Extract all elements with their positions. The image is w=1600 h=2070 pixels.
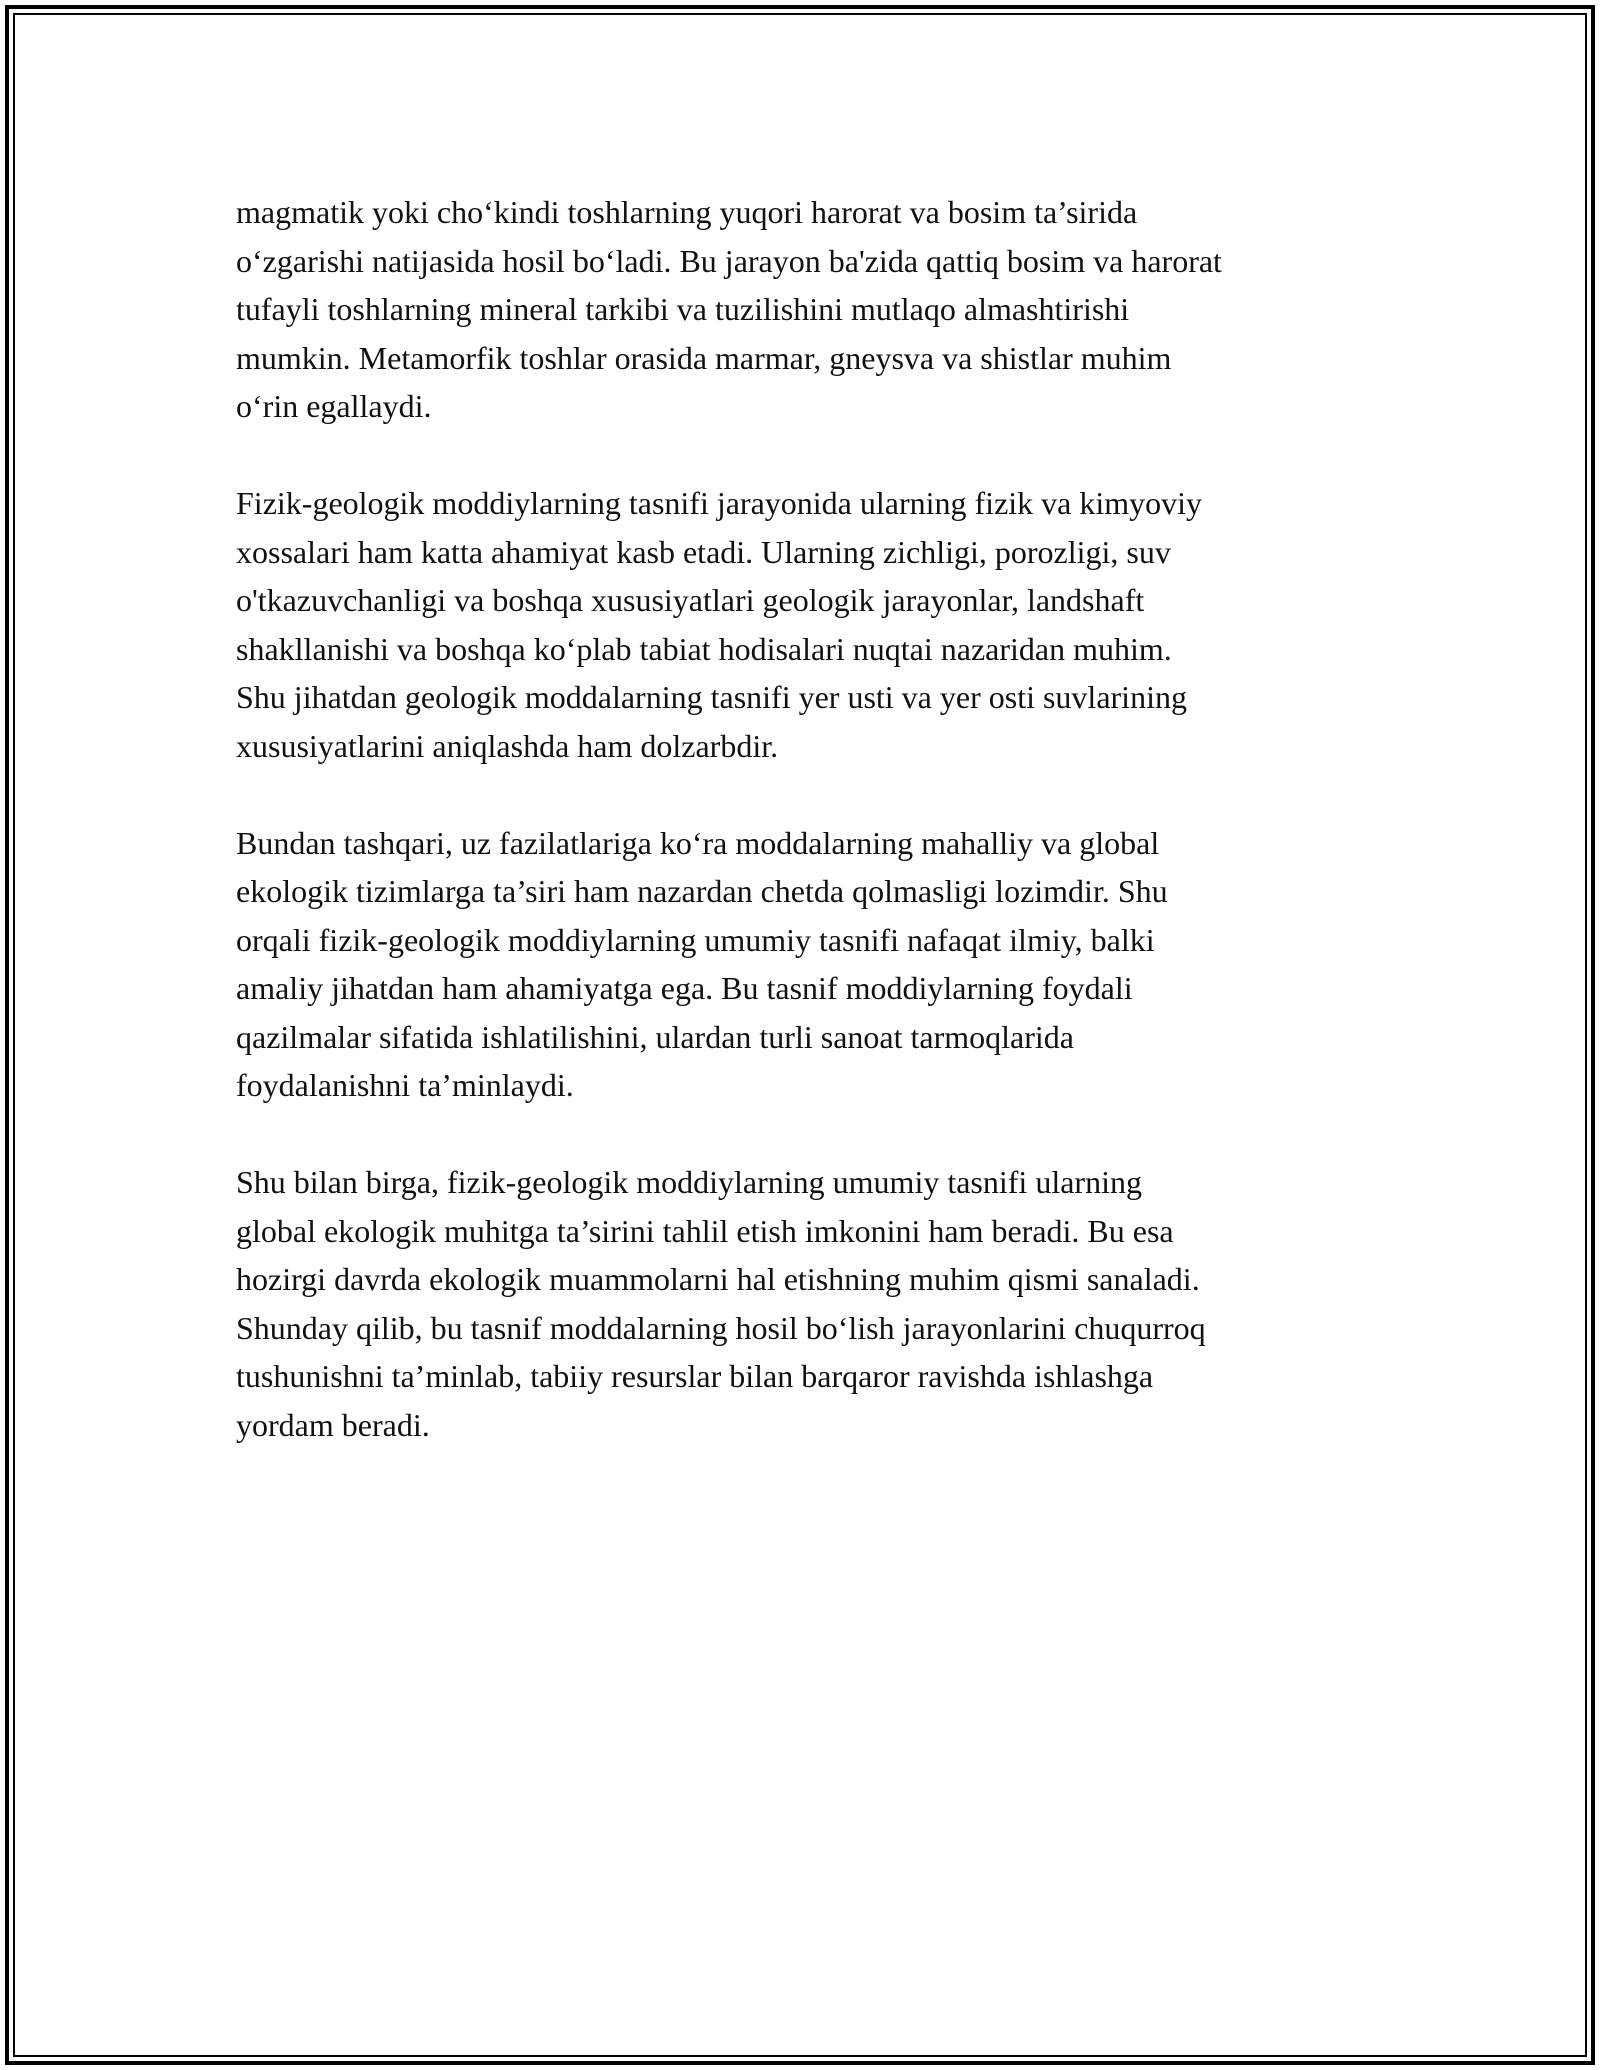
text-line: yordam beradi.	[236, 1406, 430, 1443]
document-body	[236, 188, 1376, 1498]
paragraph-4	[236, 1158, 1376, 1449]
text-line: magmatik yoki cho‘kindi toshlarning yuqori harorat va bosim ta’sirida	[236, 194, 1138, 230]
text-line: qazilmalar sifatida ishlatilishini, ulardan turli sanoat tarmoqlarida	[236, 1018, 1074, 1055]
text-line: tufayli toshlarning mineral tarkibi va tuzilishini mutlaqo almashtirishi	[236, 291, 1130, 327]
paragraph-1	[236, 188, 1376, 431]
text-line: o‘rin egallaydi.	[236, 388, 432, 424]
text-line: mumkin. Metamorfik toshlar orasida marmar, gneysva va shistlar muhim	[236, 339, 1172, 376]
text-line: xossalari ham katta ahamiyat kasb etadi. Ularning zichligi, porozligi, suv	[236, 533, 1171, 570]
text-line: Bundan tashqari, uz fazilatlariga ko‘ra moddalarning mahalliy va global	[236, 824, 1160, 861]
paragraph-3	[236, 819, 1376, 1110]
text-line: orqali fizik-geologik moddiylarning umumiy tasnifi nafaqat ilmiy, balki	[236, 921, 1155, 958]
text-line: Shunday qilib, bu tasnif moddalarning hosil bo‘lish jarayonlarini chuqurroq	[236, 1309, 1206, 1346]
text-line: foydalanishni ta’minlaydi.	[236, 1067, 574, 1103]
text-line: global ekologik muhitga ta’sirini tahlil etish imkonini ham beradi. Bu esa	[236, 1212, 1174, 1249]
text-line: o‘zgarishi natijasida hosil bo‘ladi. Bu jarayon ba'zida qattiq bosim va harorat	[236, 242, 1222, 279]
text-line: shakllanishi va boshqa ko‘plab tabiat hodisalari nuqtai nazaridan muhim.	[236, 630, 1172, 667]
text-line: o'tkazuvchanligi va boshqa xususiyatlari geologik jarayonlar, landshaft	[236, 582, 1145, 618]
text-line: Fizik-geologik moddiylarning tasnifi jarayonida ularning fizik va kimyoviy	[236, 485, 1203, 521]
text-line: ekologik tizimlarga ta’siri ham nazardan chetda qolmasligi lozimdir. Shu	[236, 873, 1168, 909]
text-line: amaliy jihatdan ham ahamiyatga ega. Bu tasnif moddiylarning foydali	[236, 970, 1133, 1006]
paragraph-2	[236, 479, 1376, 770]
text-line: Shu jihatdan geologik moddalarning tasnifi yer usti va yer osti suvlarining	[236, 679, 1187, 715]
text-line: hozirgi davrda ekologik muammolarni hal etishning muhim qismi sanaladi.	[236, 1261, 1200, 1297]
text-line: xususiyatlarini aniqlashda ham dolzarbdir.	[236, 727, 779, 764]
text-line: Shu bilan birga, fizik-geologik moddiylarning umumiy tasnifi ularning	[236, 1164, 1142, 1200]
text-line: tushunishni ta’minlab, tabiiy resurslar bilan barqaror ravishda ishlashga	[236, 1358, 1154, 1394]
